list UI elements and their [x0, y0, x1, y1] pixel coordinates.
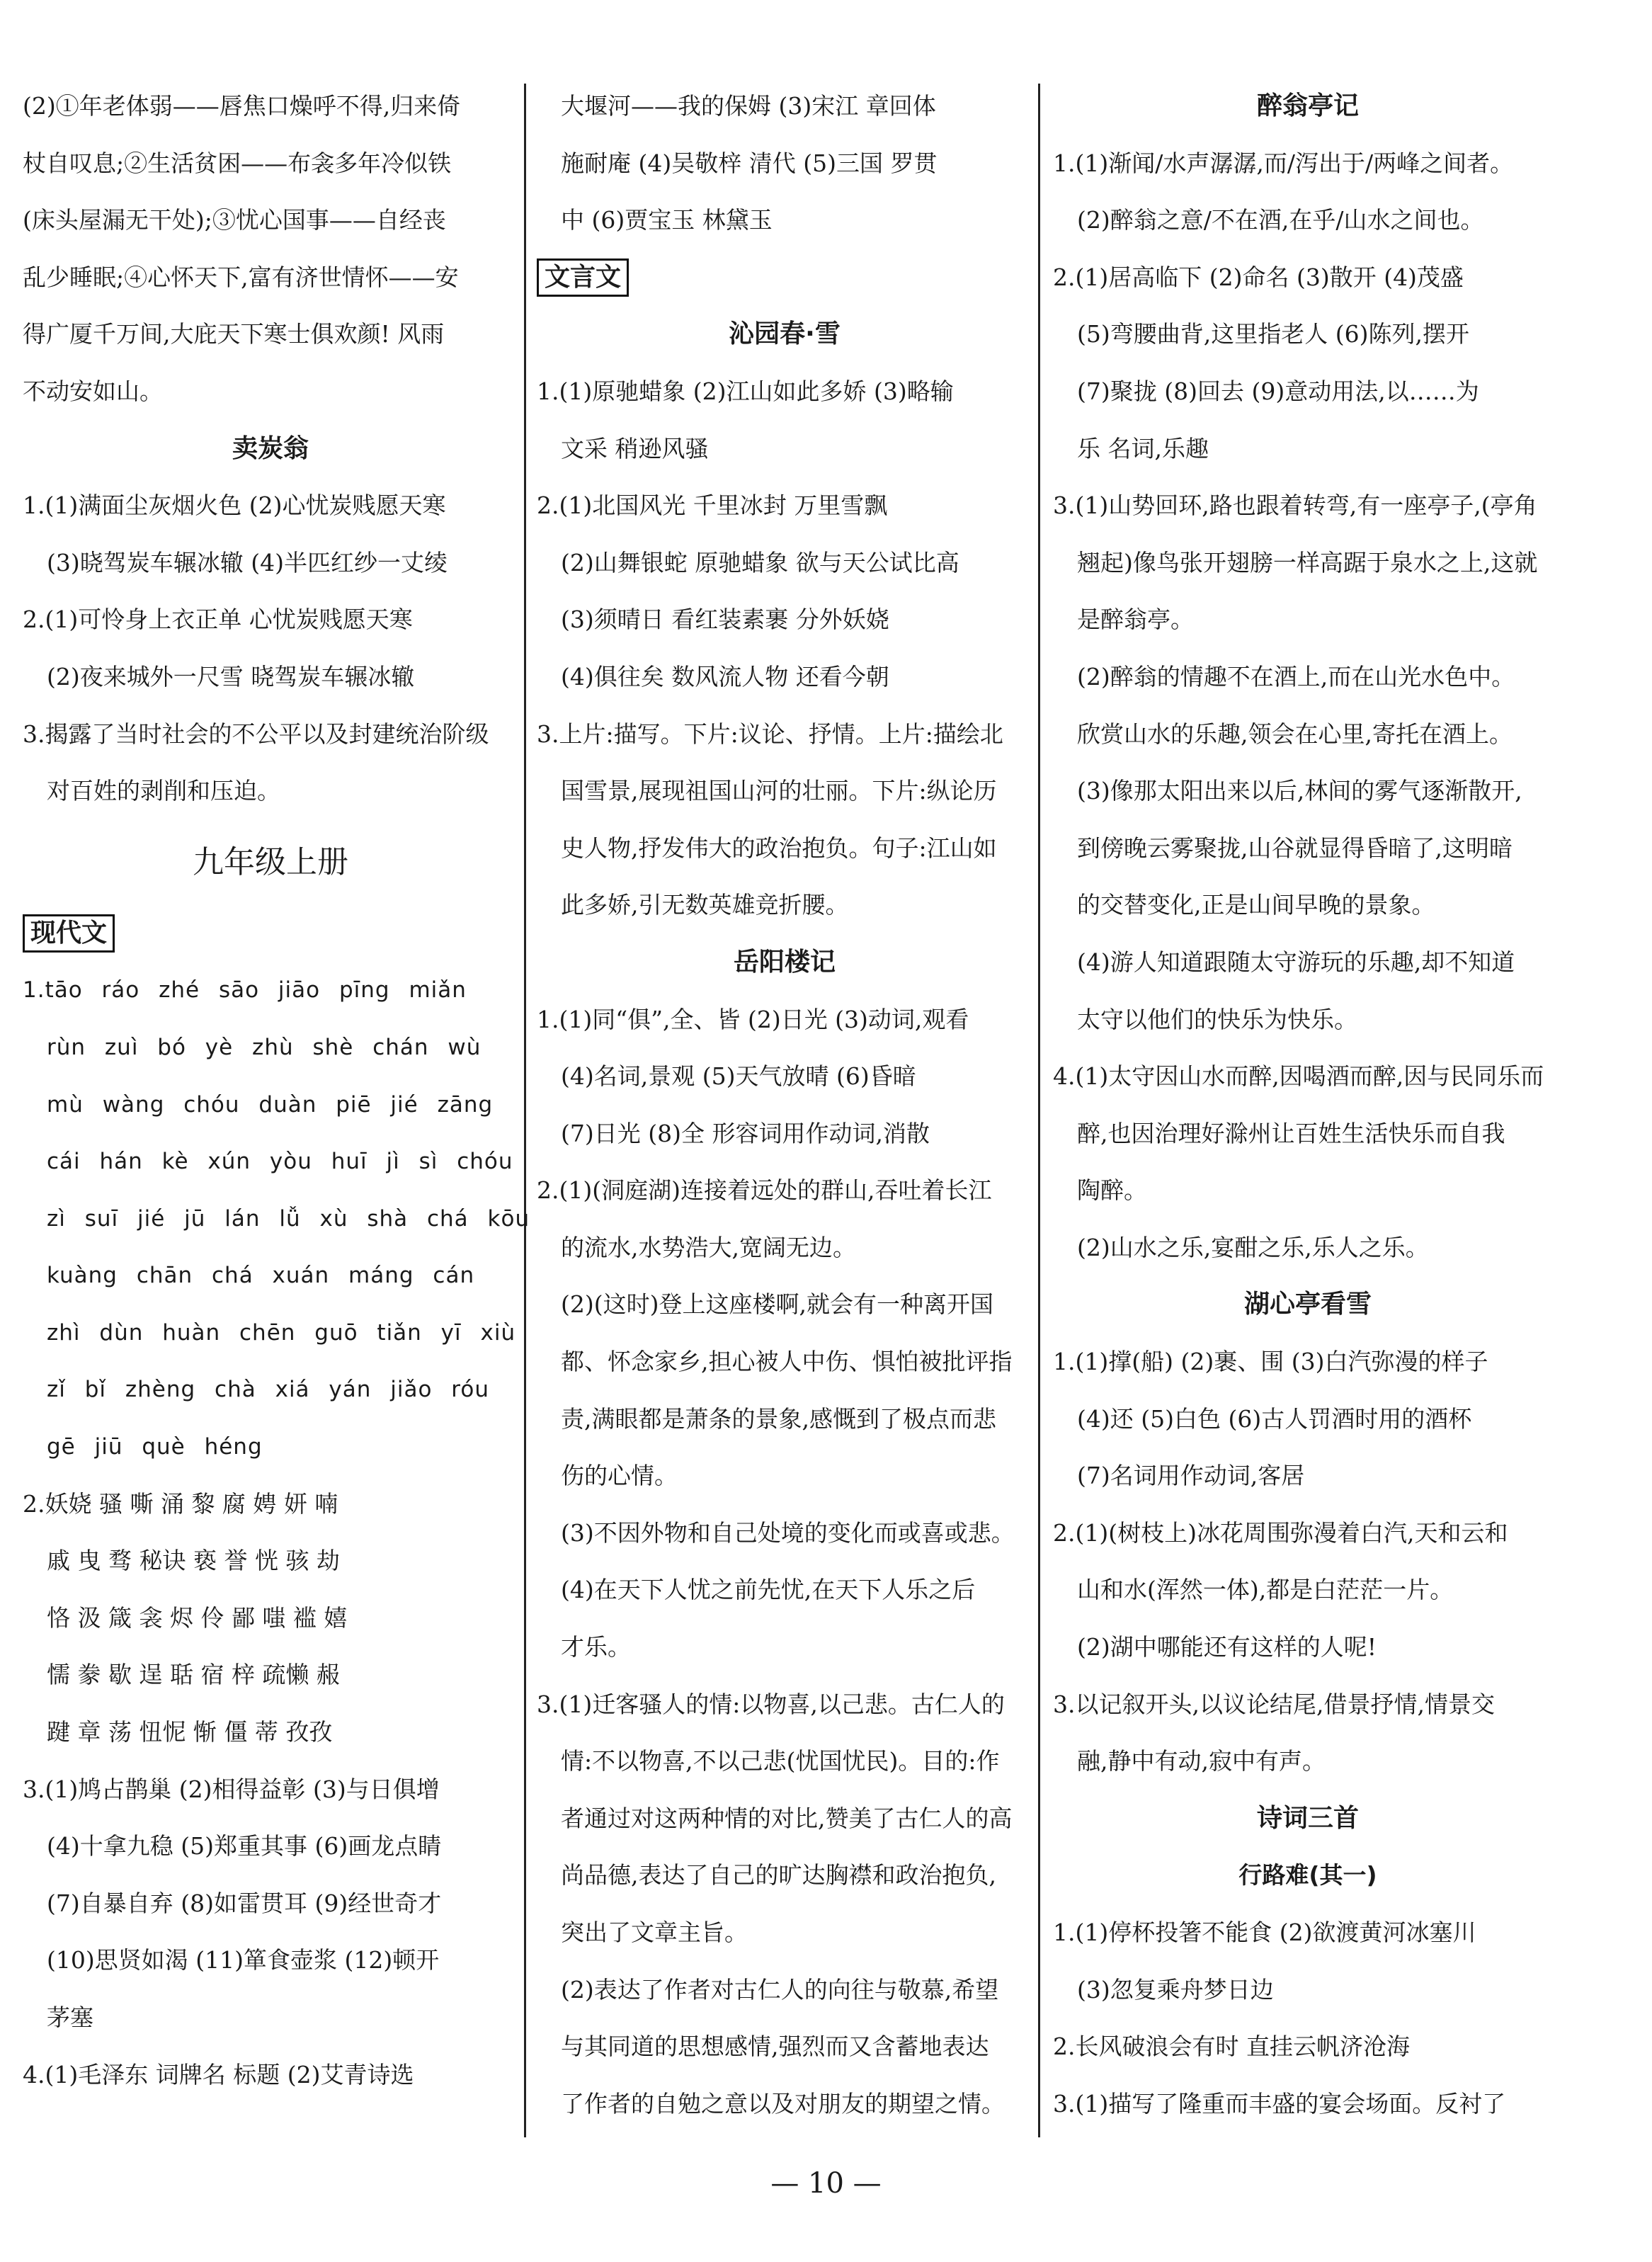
pinyin-line: kuàng chān chá xuán máng cán	[47, 1263, 475, 1289]
answer-line: 1.(1)满面尘灰烟火色 (2)心忧炭贱愿天寒	[23, 491, 446, 520]
answer-line: 文采 稍逊风骚	[561, 434, 709, 462]
answer-line: (2)醉翁的情趣不在酒上,而在山光水色中。	[1077, 662, 1515, 690]
answer-line: 不动安如山。	[23, 377, 163, 405]
answer-line: 史人物,抒发伟大的政治抱负。句子:江山如	[561, 834, 997, 862]
answer-line: (10)思贤如渴 (11)箪食壶浆 (12)顿开	[47, 1946, 440, 1974]
pinyin-line: cái hán kè xún yòu huī jì sì chóu	[47, 1149, 513, 1175]
answer-line: 得广厦千万间,大庇天下寒士俱欢颜! 风雨	[23, 320, 445, 348]
column-3	[1053, 78, 1563, 2132]
char-line: 2.妖娆 骚 嘶 涌 黎 腐 娉 妍 喃	[23, 1489, 338, 1518]
column-divider	[1038, 84, 1040, 2137]
answer-line: 大堰河——我的保姆 (3)宋江 章回体	[561, 92, 936, 120]
answer-line: 此多娇,引无数英雄竞折腰。	[561, 891, 849, 919]
answer-line: 3.(1)迁客骚人的情:以物喜,以己悲。古仁人的	[537, 1690, 1005, 1718]
grade-title: 九年级上册	[193, 843, 348, 880]
answer-line: (2)山舞银蛇 原驰蜡象 欲与天公试比高	[561, 548, 959, 576]
answer-line: 国雪景,展现祖国山河的壮丽。下片:纵论历	[561, 777, 997, 805]
answer-line: 4.(1)太守因山水而醉,因喝酒而醉,因与民同乐而	[1053, 1062, 1544, 1091]
answer-line: (3)不因外物和自己处境的变化而或喜或悲。	[561, 1518, 1015, 1547]
answer-line: 乐 名词,乐趣	[1077, 434, 1209, 462]
answer-line: 到傍晚云雾聚拢,山谷就显得昏暗了,这明暗	[1077, 834, 1513, 862]
answer-line: 杖自叹息;②生活贫困——布衾多年冷似铁	[23, 149, 452, 177]
answer-line: 2.(1)可怜身上衣正单 心忧炭贱愿天寒	[23, 606, 413, 634]
answer-line: 1.(1)撑(船) (2)裹、围 (3)白汽弥漫的样子	[1053, 1348, 1488, 1376]
answer-line: (3)晓驾炭车辗冰辙 (4)半匹红纱一丈绫	[47, 548, 448, 576]
answer-line: 3.揭露了当时社会的不公平以及封建统治阶级	[23, 720, 489, 748]
answer-line: (4)游人知道跟随太守游玩的乐趣,却不知道	[1077, 948, 1515, 976]
answer-line: 2.长风破浪会有时 直挂云帆济沧海	[1053, 2033, 1410, 2061]
answer-line: 突出了文章主旨。	[561, 1919, 748, 1946]
answer-line: 2.(1)北国风光 千里冰封 万里雪飘	[537, 491, 888, 520]
answer-line: (3)须晴日 看红装素裹 分外妖娆	[561, 606, 889, 634]
answer-line: (2)(这时)登上这座楼啊,就会有一种离开国	[561, 1290, 993, 1319]
answer-line: (2)表达了作者对古仁人的向往与敬慕,希望	[561, 1975, 999, 2004]
answer-line: (2)湖中哪能还有这样的人呢!	[1077, 1633, 1377, 1661]
answer-line: (4)俱往矣 数风流人物 还看今朝	[561, 662, 889, 690]
answer-line: 1.(1)停杯投箸不能食 (2)欲渡黄河冰塞川	[1053, 1919, 1476, 1946]
answer-line: 者通过对这两种情的对比,赞美了古仁人的高	[561, 1804, 1013, 1832]
lesson-title: 醉翁亭记	[1256, 91, 1359, 120]
answer-line: 情:不以物喜,不以己悲(忧国忧民)。目的:作	[561, 1747, 1000, 1775]
answer-line: (7)自暴自弃 (8)如雷贯耳 (9)经世奇才	[47, 1889, 442, 1917]
answer-line: (2)山水之乐,宴酣之乐,乐人之乐。	[1077, 1233, 1429, 1261]
answer-line: 陶醉。	[1077, 1176, 1147, 1205]
answer-line: (床头屋漏无干处);③忧心国事——自经丧	[23, 206, 446, 234]
section-label: 现代文	[23, 914, 115, 953]
answer-line: 1.(1)渐闻/水声潺潺,而/泻出于/两峰之间者。	[1053, 149, 1514, 177]
answer-line: 了作者的自勉之意以及对朋友的期望之情。	[561, 2089, 1005, 2118]
char-line: 戚 曳 骛 秘诀 亵 誉 恍 骇 劫	[47, 1547, 340, 1575]
pinyin-line: rùn zuì bó yè zhù shè chán wù	[47, 1034, 482, 1060]
answer-line: 欣赏山水的乐趣,领会在心里,寄托在酒上。	[1077, 720, 1513, 748]
pinyin-text: tāo ráo zhé sāo jiāo pīng miǎn	[45, 977, 467, 1004]
section-label: 文言文	[537, 258, 629, 297]
answer-line: 责,满眼都是萧条的景象,感慨到了极点而悲	[561, 1404, 996, 1433]
pinyin-line: mù wàng chóu duàn piē jié zāng	[47, 1091, 494, 1118]
answer-line: 3.以记叙开头,以议论结尾,借景抒情,情景交	[1053, 1690, 1495, 1718]
answer-line: 1.(1)原驰蜡象 (2)江山如此多娇 (3)略输	[537, 377, 954, 405]
answer-line: 2.(1)居高临下 (2)命名 (3)散开 (4)茂盛	[1053, 263, 1464, 291]
answer-line: 尚品德,表达了自己的旷达胸襟和政治抱负,	[561, 1861, 996, 1889]
item-number: 1.	[23, 977, 45, 1004]
answer-line: 翘起)像鸟张开翅膀一样高踞于泉水之上,这就	[1077, 548, 1538, 576]
answer-line: (4)在天下人忧之前先忧,在天下人乐之后	[561, 1576, 976, 1604]
answer-line: 与其同道的思想感情,强烈而又含蓄地表达	[561, 2033, 989, 2061]
page-number: — 10 —	[770, 2167, 882, 2200]
answer-line: (4)还 (5)白色 (6)古人罚酒时用的酒杯	[1077, 1404, 1472, 1433]
pinyin-line: gē jiū què héng	[47, 1434, 263, 1460]
char-line: 懦 豢 歇 逞 聒 宿 梓 疏懒 赧	[47, 1661, 340, 1689]
column-1	[23, 78, 530, 2103]
char-line: 踺 章 荡 忸怩 惭 僵 蒂 孜孜	[47, 1718, 333, 1746]
answer-line: (5)弯腰曲背,这里指老人 (6)陈列,摆开	[1077, 320, 1469, 348]
answer-line: 融,静中有动,寂中有声。	[1077, 1747, 1326, 1775]
answer-line: (3)像那太阳出来以后,林间的雾气逐渐散开,	[1077, 777, 1522, 805]
answer-line: 3.(1)山势回环,路也跟着转弯,有一座亭子,(亭角	[1053, 491, 1537, 520]
answer-line: 2.(1)(树枝上)冰花周围弥漫着白汽,天和云和	[1053, 1518, 1508, 1547]
answer-line: 中 (6)贾宝玉 林黛玉	[561, 206, 773, 234]
lesson-title: 沁园春·雪	[729, 319, 841, 349]
lesson-title: 卖炭翁	[232, 433, 309, 463]
pinyin-line: zhì dùn huàn chēn guō tiǎn yī xiù	[47, 1319, 516, 1346]
answer-line: 乱少睡眠;④心怀天下,富有济世情怀——安	[23, 263, 459, 291]
answer-line: (7)名词用作动词,客居	[1077, 1462, 1305, 1490]
answer-line: (7)聚拢 (8)回去 (9)意动用法,以……为	[1077, 377, 1479, 405]
answer-line: 醉,也因治理好滁州让百姓生活快乐而自我	[1077, 1119, 1505, 1147]
lesson-title: 湖心亭看雪	[1243, 1290, 1372, 1319]
answer-line: (4)十拿九稳 (5)郑重其事 (6)画龙点睛	[47, 1832, 442, 1860]
answer-line: 才乐。	[561, 1633, 631, 1661]
answer-line: (2)①年老体弱——唇焦口燥呼不得,归来倚	[23, 92, 461, 120]
answer-line: 太守以他们的快乐为快乐。	[1077, 1005, 1357, 1033]
pinyin-line: zǐ bǐ zhèng chà xiá yán jiǎo róu	[47, 1377, 489, 1403]
answer-line: (7)日光 (8)全 形容词用作动词,消散	[561, 1119, 930, 1147]
column-divider	[524, 84, 526, 2137]
answer-line: 1.(1)同“俱”,全、皆 (2)日光 (3)动词,观看	[537, 1005, 969, 1033]
answer-line: 对百姓的剥削和压迫。	[47, 777, 280, 805]
answer-line: 的交替变化,正是山间早晚的景象。	[1077, 891, 1435, 919]
pinyin-line	[23, 962, 518, 1019]
answer-line: (2)醉翁之意/不在酒,在乎/山水之间也。	[1077, 206, 1484, 234]
answer-line: 2.(1)(洞庭湖)连接着远处的群山,吞吐着长江	[537, 1176, 992, 1205]
lesson-title: 岳阳楼记	[733, 947, 836, 977]
answer-line: 4.(1)毛泽东 词牌名 标题 (2)艾青诗选	[23, 2060, 414, 2088]
answer-line: 3.(1)鸠占鹊巢 (2)相得益彰 (3)与日俱增	[23, 1775, 440, 1803]
char-line: 恪 汲 箴 衾 烬 伶 鄙 嗤 褴 嬉	[47, 1603, 348, 1632]
poem-title: 行路难(其一)	[1238, 1861, 1377, 1889]
answer-line: 3.上片:描写。下片:议论、抒情。上片:描绘北	[537, 720, 1003, 748]
pinyin-line: zì suī jié jū lán lǚ xù shà chá kōu	[47, 1205, 530, 1232]
column-2	[537, 78, 1032, 2132]
answer-line: 是醉翁亭。	[1077, 606, 1194, 634]
answer-line: 茅塞	[47, 2004, 93, 2031]
answer-line: 3.(1)描写了隆重而丰盛的宴会场面。反衬了	[1053, 2089, 1506, 2118]
answer-line: 都、怀念家乡,担心被人中伤、惧怕被批评指	[561, 1348, 1013, 1376]
answer-line: (3)忽复乘舟梦日边	[1077, 1975, 1274, 2004]
lesson-title: 诗词三首	[1256, 1803, 1359, 1833]
answer-line: 施耐庵 (4)吴敬梓 清代 (5)三国 罗贯	[561, 149, 938, 177]
answer-line: 山和水(浑然一体),都是白茫茫一片。	[1077, 1576, 1454, 1604]
answer-line: (2)夜来城外一尺雪 晓驾炭车辗冰辙	[47, 662, 415, 690]
answer-line: (4)名词,景观 (5)天气放晴 (6)昏暗	[561, 1062, 916, 1091]
answer-line: 伤的心情。	[561, 1462, 678, 1490]
answer-line: 的流水,水势浩大,宽阔无边。	[561, 1233, 856, 1261]
